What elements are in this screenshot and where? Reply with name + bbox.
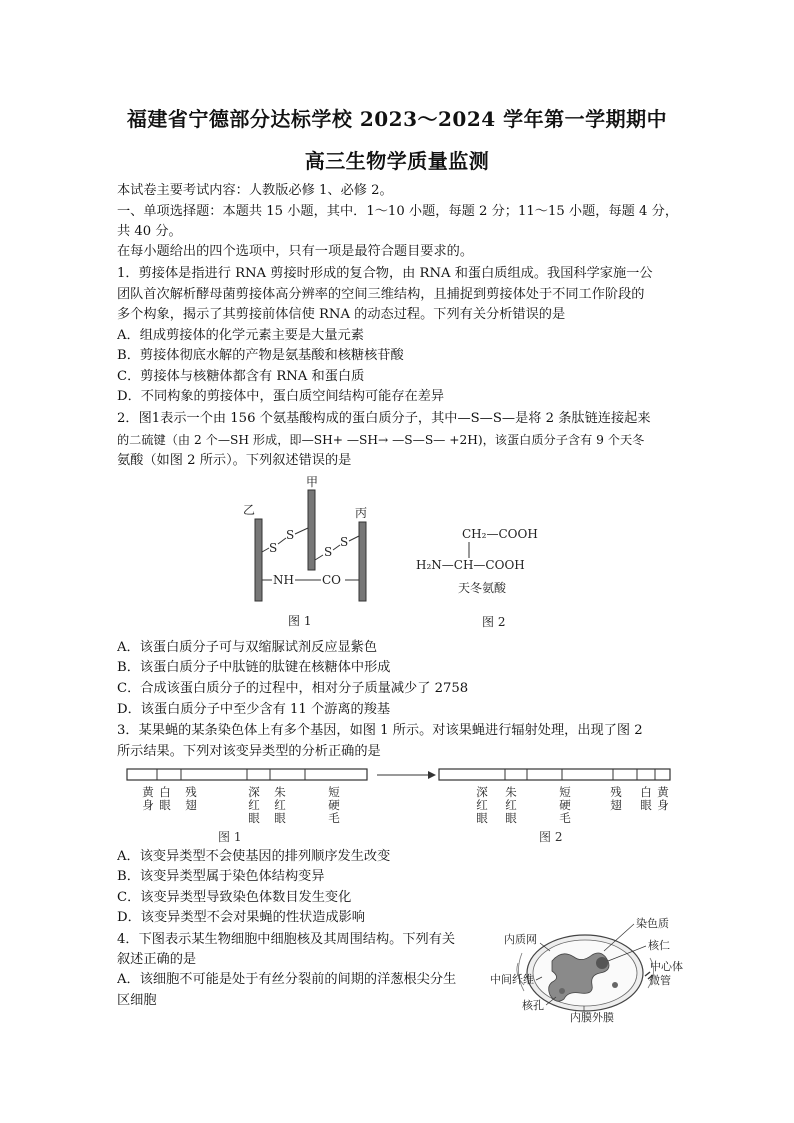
disulfide-bond-left [262,548,269,552]
sulfur-atom: S [269,541,278,555]
chain-bing [359,522,366,601]
q2-option-b: B．该蛋白质分子中肽链的肽键在核糖体中形成 [117,660,391,675]
figure-caption: 图 1 [288,614,312,628]
q3-option-b: B．该变异类型属于染色体结构变异 [117,869,325,884]
chain-label-bing: 丙 [355,506,368,520]
chromosome-figure [125,766,673,786]
chain-jia [308,490,315,570]
protein-structure-figure [225,472,395,632]
figure-caption: 图 2 [482,615,506,629]
gene-label: 黄 身 [657,785,669,812]
label-nuclear-pore: 核孔 [522,999,544,1012]
q3-option-d: D．该变异类型不会对果蝇的性状造成影响 [117,910,365,925]
disulfide-bond-right [315,555,323,560]
chain-label-jia: 甲 [306,475,319,489]
gene-label: 残 翅 [610,785,622,812]
exam-subtitle: 高三生物学质量监测 [304,149,490,173]
gene-label: 朱 红 眼 [274,785,286,825]
disulfide-bond-left [278,538,286,544]
q2-stem: 2．图1表示一个由 156 个氨基酸构成的蛋白质分子，其中—S—S—是将 2 条肽链连接起来 [117,411,651,426]
aspartic-acid-figure [410,520,570,630]
co-group: CO [322,573,342,587]
section-heading-cont: 共 40 分。 [117,224,182,239]
sulfur-atom: S [324,545,333,559]
ch2-group: CH₂—COOH [462,527,538,541]
nucleolus [596,957,608,969]
exam-scope: 本试卷主要考试内容：人教版必修 1、必修 2。 [117,183,393,198]
q4-option-a: A．该细胞不可能是处于有丝分裂前的间期的洋葱根尖分生 [117,972,457,987]
gene-label: 白 眼 [159,785,171,812]
label-membranes: 内膜外膜 [570,1011,614,1024]
nh-group: NH [273,573,294,587]
q3-stem: 3．某果蝇的某条染色体上有多个基因，如图 1 所示。对该果蝇进行辐射处理，出现了图 2 [117,723,643,738]
q1-option-b: B．剪接体彻底水解的产物是氨基酸和核糖核苷酸 [117,348,404,363]
q3-option-c: C．该变异类型导致染色体数目发生变化 [117,890,352,905]
sulfur-atom: S [286,528,295,542]
q3-option-a: A．该变异类型不会使基因的排列顺序发生改变 [117,849,391,864]
gene-label: 残 翅 [185,785,197,812]
q2-stem: 氨酸（如图 2 所示）。下列叙述错误的是 [117,453,352,468]
arrow-head-icon [428,771,436,779]
cell-nucleus-figure [490,913,690,1025]
figure-caption: 图 2 [539,830,563,844]
gene-label: 短 硬 毛 [559,785,571,825]
gene-label: 深 红 眼 [248,785,260,825]
gene-label: 黄 身 [142,785,154,812]
chain-yi [255,519,262,601]
label-chromatin: 染色质 [636,917,669,930]
q1-option-c: C．剪接体与核糖体都含有 RNA 和蛋白质 [117,369,365,384]
q2-option-a: A．该蛋白质分子可与双缩脲试剂反应显紫色 [117,640,378,655]
q1-stem: 多个构象，揭示了其剪接前体信使 RNA 的动态过程。下列有关分析错误的是 [117,307,566,322]
section-heading: 一、单项选择题：本题共 15 小题，其中．1～10 小题，每题 2 分；11～15 小题，每题 4 分， [117,204,679,219]
chromosome-mutated [439,769,670,780]
label-centrosome: 中心体 [650,960,683,973]
q4-stem: 叙述正确的是 [117,952,197,967]
q4-option-a-cont: 区细胞 [117,993,157,1008]
section-instruction: 在每小题给出的四个选项中，只有一项是最符合题目要求的。 [117,244,474,259]
label-intermediate-filament: 中间纤维 [490,973,534,986]
gene-label: 短 硬 毛 [328,785,340,825]
q2-stem: 的二硫键（由 2 个—SH 形成，即—SH+ —SH→ —S—S— +2H)，该蛋白质分子含有 9 个天冬 [117,433,645,447]
q2-option-d: D．该蛋白质分子中至少含有 11 个游离的羧基 [117,702,391,717]
label-microtubule: 微管 [649,974,671,987]
chain-label-yi: 乙 [243,503,256,517]
disulfide-bond-left [295,528,308,534]
q1-stem: 团队首次解析酵母菌剪接体高分辨率的空间三维结构，且捕捉到剪接体处于不同工作阶段的 [117,287,645,302]
amino-acid-backbone: H₂N—CH—COOH [416,558,525,572]
amino-acid-name: 天冬氨酸 [458,581,507,595]
label-er: 内质网 [504,933,537,946]
gene-label: 深 红 眼 [476,785,488,825]
label-nucleolus: 核仁 [648,939,670,952]
disulfide-bond-right [333,545,340,550]
gene-label: 白 眼 [640,785,652,812]
q1-stem: 1．剪接体是指进行 RNA 剪接时形成的复合物，由 RNA 和蛋白质组成。我国科学家施一公 [117,266,653,281]
q1-option-a: A．组成剪接体的化学元素主要是大量元素 [117,328,364,343]
sulfur-atom: S [340,535,349,549]
disulfide-bond-right [349,536,359,541]
gene-label: 朱 红 眼 [505,785,517,825]
figure-caption: 图 1 [218,830,242,844]
exam-title: 福建省宁德部分达标学校 2023～2024 学年第一学期期中 [126,107,668,131]
q2-option-c: C．合成该蛋白质分子的过程中，相对分子质量减少了 2758 [117,681,469,696]
q3-stem: 所示结果。下列对该变异类型的分析正确的是 [117,744,381,759]
q1-option-d: D．不同构象的剪接体中，蛋白质空间结构可能存在差异 [117,389,445,404]
q4-stem: 4．下图表示某生物细胞中细胞核及其周围结构。下列有关 [117,932,456,947]
